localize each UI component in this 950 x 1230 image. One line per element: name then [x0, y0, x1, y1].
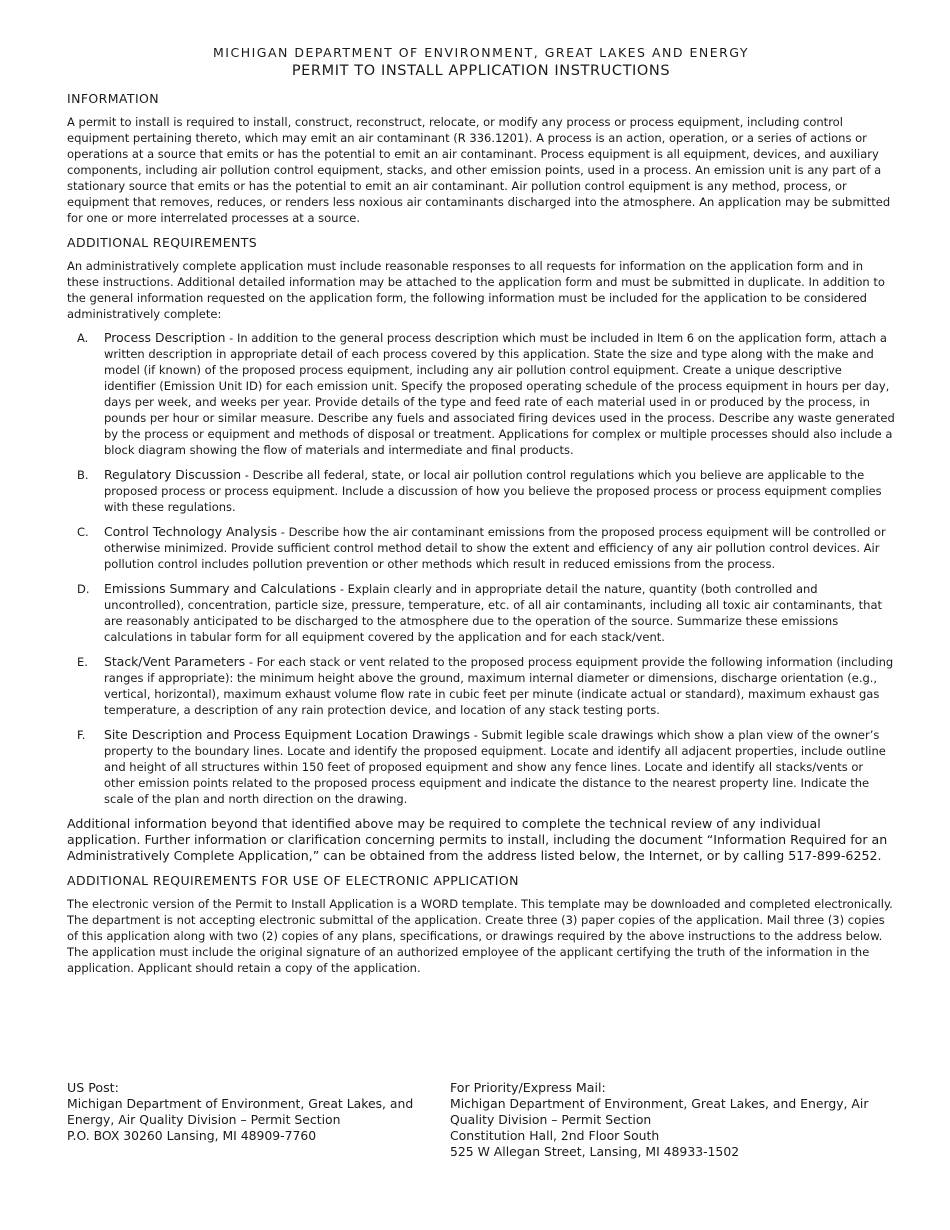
- document-page: [67, 44, 895, 976]
- item-letter: C.: [77, 525, 89, 539]
- requirements-list: [67, 330, 895, 807]
- item-body: [104, 467, 895, 515]
- requirement-item-a: [67, 330, 895, 458]
- priority-mail-line-3: 525 W Allegan Street, Lansing, MI 48933-1502: [450, 1144, 740, 1159]
- item-body: [104, 524, 895, 572]
- item-text: - In addition to the general process description which must be included in Item 6 on the application form, attach a written description in appropriate detail of each process covered by this application. State the size and type along with the make and model (if known) of the proposed process equipment, including any air pollution control equipment. Create a unique descriptive identifier (Emission Unit ID) for each emission unit. Specify the proposed operating schedule of the process equipment in hours per day, days per week, and weeks per year. Provide details of the type and feed rate of each material used in or produced by the process, in pounds per hour or similar measure. Describe any fuels and associated firing devices used in the process. Describe any waste generated by the process or equipment and methods of disposal or treatment. Applications for complex or multiple processes should also include a block diagram showing the flow of materials and intermediate and final products.: [104, 331, 895, 457]
- item-body: [104, 654, 895, 718]
- priority-mail-line-2: Constitution Hall, 2nd Floor South: [450, 1128, 660, 1143]
- document-header: [67, 44, 895, 80]
- priority-mail-line-1: Michigan Department of Environment, Great Lakes, and Energy, Air Quality Division – Permit Section: [450, 1096, 869, 1127]
- us-post-label: US Post:: [67, 1080, 119, 1095]
- item-title: Process Description: [104, 330, 226, 345]
- electronic-application-text: The electronic version of the Permit to Install Application is a WORD template. This template may be downloaded and completed electronically. The department is not accepting electronic submittal of the application. Create three (3) paper copies of the application. Mail three (3) copies of this application along with two (2) copies of any plans, specifications, or drawings required by the above instructions to the address below. The application must include the original signature of an authorized employee of the applicant certifying the truth of the information in the application. Applicant should retain a copy of the application.: [67, 897, 893, 975]
- additional-requirements-heading: ADDITIONAL REQUIREMENTS: [67, 235, 258, 250]
- requirement-item-e: [67, 654, 895, 718]
- requirement-item-c: [67, 524, 895, 572]
- item-title: Stack/Vent Parameters: [104, 654, 246, 669]
- document-title: PERMIT TO INSTALL APPLICATION INSTRUCTIONS: [291, 63, 671, 79]
- item-title: Site Description and Process Equipment Location Drawings: [104, 727, 470, 742]
- priority-mail-label: For Priority/Express Mail:: [450, 1080, 606, 1095]
- us-post-line-1: Michigan Department of Environment, Great Lakes, and Energy, Air Quality Division – Permit Section: [67, 1096, 414, 1127]
- item-text: - For each stack or vent related to the proposed process equipment provide the following information (including ranges if appropriate): the minimum height above the ground, maximum internal diameter or dimensions, discharge orientation (e.g., vertical, horizontal), maximum exhaust volume flow rate in cubic feet per minute (indicate actual or standard), maximum exhaust gas temperature, a description of any rain protection device, and location of any stack testing ports.: [104, 655, 894, 717]
- additional-information-text: Additional information beyond that identified above may be required to complete the technical review of any individual application. Further information or clarification concerning permits to install, including the document “Information Required for an Administratively Complete Application,” can be obtained from the address listed below, the Internet, or by calling 517-899-6252.: [67, 816, 888, 863]
- item-text: - Describe all federal, state, or local air pollution control regulations which you believe are applicable to the proposed process or process equipment. Include a discussion of how you believe the proposed process or process equipment complies with these regulations.: [104, 468, 882, 514]
- agency-name: MICHIGAN DEPARTMENT OF ENVIRONMENT, GREAT LAKES AND ENERGY: [213, 45, 749, 60]
- item-letter: E.: [77, 655, 88, 669]
- additional-requirements-intro: An administratively complete application must include reasonable responses to all requests for information on the application form and in these instructions. Additional detailed information may be attached to the application form and must be submitted in duplicate. In addition to the general information requested on the application form, the following information must be included for the application to be considered administratively complete:: [67, 259, 885, 321]
- requirement-item-f: [67, 727, 895, 807]
- requirement-item-d: [67, 581, 895, 645]
- requirement-item-b: [67, 467, 895, 515]
- item-body: [104, 330, 895, 458]
- item-letter: B.: [77, 468, 89, 482]
- item-letter: D.: [77, 582, 90, 596]
- us-post-line-2: P.O. BOX 30260 Lansing, MI 48909-7760: [67, 1128, 317, 1143]
- information-heading: INFORMATION: [67, 91, 160, 106]
- item-text: - Describe how the air contaminant emissions from the proposed process equipment will be controlled or otherwise minimized. Provide sufficient control method detail to show the extent and efficiency of any air pollution control devices. Air pollution control includes pollution prevention or other methods which result in reduced emissions from the process.: [104, 525, 886, 571]
- priority-mail-address: [450, 1080, 890, 1160]
- item-title: Control Technology Analysis: [104, 524, 278, 539]
- item-body: [104, 581, 895, 645]
- electronic-application-heading: ADDITIONAL REQUIREMENTS FOR USE OF ELECTRONIC APPLICATION: [67, 873, 519, 888]
- item-letter: A.: [77, 331, 89, 345]
- item-title: Regulatory Discussion: [104, 467, 242, 482]
- information-text: A permit to install is required to install, construct, reconstruct, relocate, or modify any process or process equipment, including control equipment pertaining thereto, which may emit an air contaminant (R 336.1201). A process is an action, operation, or a series of actions or operations at a source that emits or has the potential to emit an air contaminant. Process equipment is all equipment, devices, and auxiliary components, including air pollution control equipment, stacks, and other emission points, used in a process. An emission unit is any part of a stationary source that emits or has the potential to emit an air contaminant. Air pollution control equipment is any method, process, or equipment that removes, reduces, or renders less noxious air contaminants discharged into the atmosphere. An application may be submitted for one or more interrelated processes at a source.: [67, 115, 891, 225]
- item-text: - Submit legible scale drawings which show a plan view of the owner’s property to the boundary lines. Locate and identify the proposed equipment. Locate and identify all adjacent properties, include outline and height of all structures within 150 feet of proposed equipment and show any fence lines. Locate and identify all stacks/vents or other emission points related to the proposed process equipment and indicate the distance to the nearest property line. Indicate the scale of the plan and north direction on the drawing.: [104, 728, 886, 806]
- item-text: - Explain clearly and in appropriate detail the nature, quantity (both controlled and uncontrolled), concentration, particle size, pressure, temperature, etc. of all air contaminants, including all toxic air contaminants, that are reasonably anticipated to be discharged to the atmosphere due to the operation of the source. Summarize these emissions calculations in tabular form for all equipment covered by the application and for each stack/vent.: [104, 582, 883, 644]
- item-title: Emissions Summary and Calculations: [104, 581, 337, 596]
- us-post-address: [67, 1080, 427, 1144]
- item-letter: F.: [77, 728, 86, 742]
- item-body: [104, 727, 895, 807]
